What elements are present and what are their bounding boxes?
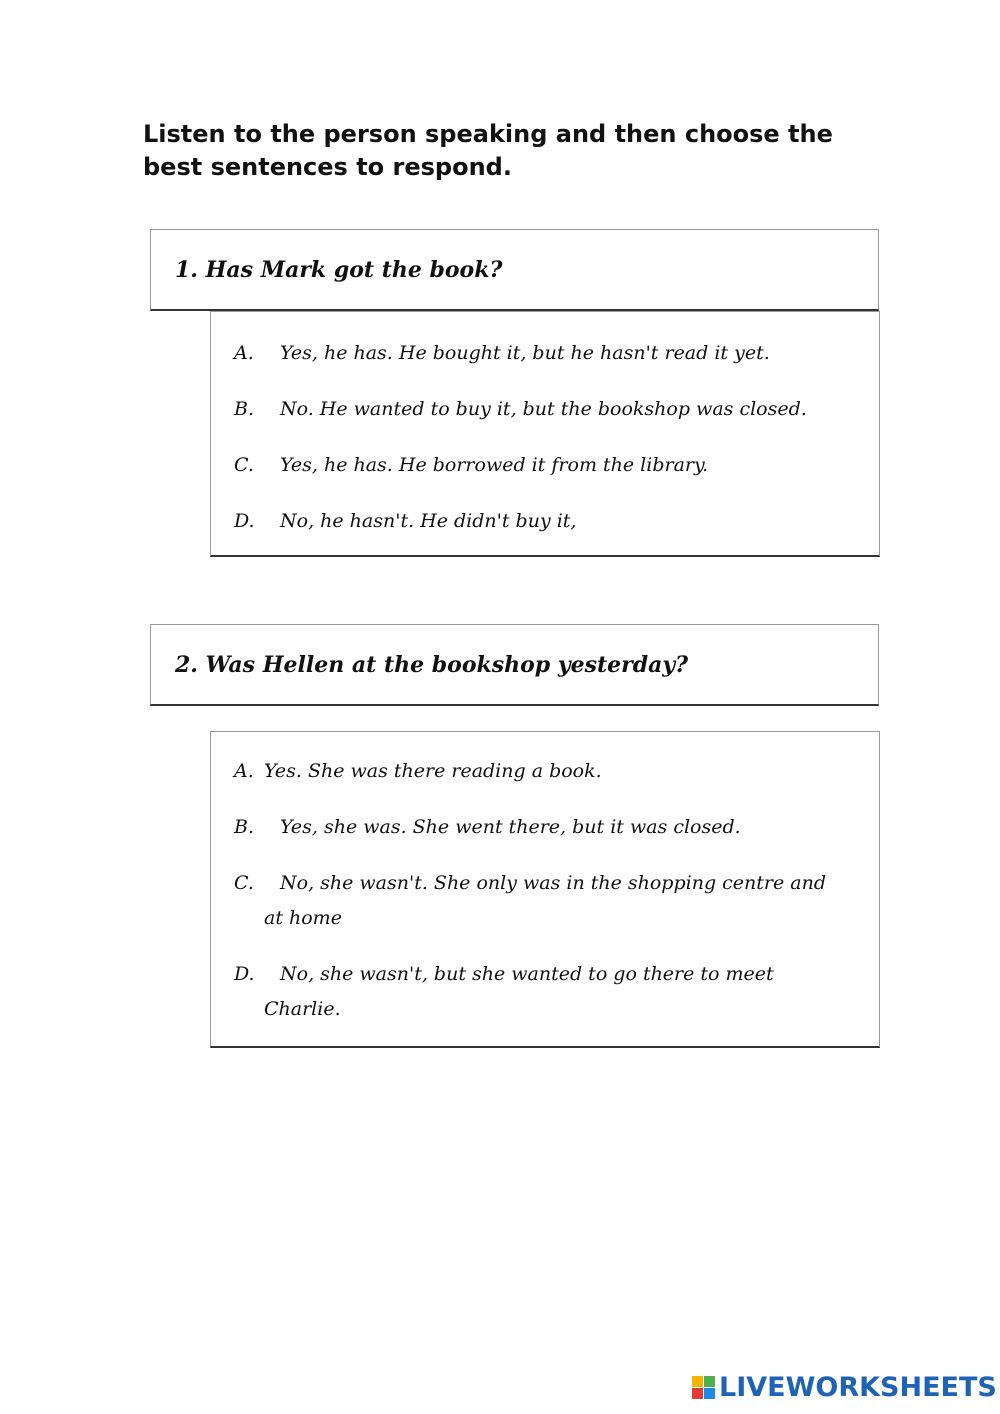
option-text: Yes, she was. She went there, but it was closed. [280, 816, 741, 838]
question-box [150, 229, 879, 311]
answer-option[interactable] [234, 754, 834, 789]
option-text: No. He wanted to buy it, but the bookshop was closed. [280, 398, 807, 420]
option-letter: D. [234, 963, 255, 985]
answer-option[interactable] [234, 957, 834, 1027]
option-letter: A. [234, 342, 254, 364]
option-letter: B. [234, 816, 255, 838]
option-letter: C. [234, 454, 254, 476]
question-box [150, 624, 879, 706]
option-text: Yes. She was there reading a book. [264, 760, 602, 782]
liveworksheets-logo [692, 1372, 997, 1403]
option-text: No, he hasn't. He didn't buy it, [280, 510, 577, 532]
logo-square [692, 1388, 703, 1399]
answer-option[interactable] [234, 810, 834, 845]
option-text: No, she wasn't. She only was in the shopping centre and at home [264, 872, 826, 929]
option-text: No, she wasn't, but she wanted to go there to meet Charlie. [264, 963, 774, 1020]
option-letter: D. [234, 510, 255, 532]
logo-square [704, 1388, 715, 1399]
answer-option[interactable] [234, 336, 834, 371]
answer-option[interactable] [234, 448, 834, 483]
question-prompt: 2. Was Hellen at the bookshop yesterday? [175, 651, 689, 678]
answer-box [210, 311, 880, 557]
logo-square [692, 1376, 703, 1387]
instructions: Listen to the person speaking and then choose the best sentences to respond. [143, 120, 833, 181]
logo-text: LIVEWORKSHEETS [719, 1372, 997, 1403]
option-letter: A. [234, 760, 254, 782]
answer-box [210, 731, 880, 1048]
option-letter: C. [234, 872, 254, 894]
answer-option[interactable] [234, 866, 834, 936]
option-text: Yes, he has. He bought it, but he hasn't read it yet. [280, 342, 770, 364]
logo-square [704, 1376, 715, 1387]
question-prompt: 1. Has Mark got the book? [175, 256, 503, 283]
liveworksheets-logo-icon [692, 1376, 715, 1399]
answer-option[interactable] [234, 392, 834, 427]
option-text: Yes, he has. He borrowed it from the library. [280, 454, 709, 476]
option-letter: B. [234, 398, 255, 420]
answer-option[interactable] [234, 504, 834, 539]
